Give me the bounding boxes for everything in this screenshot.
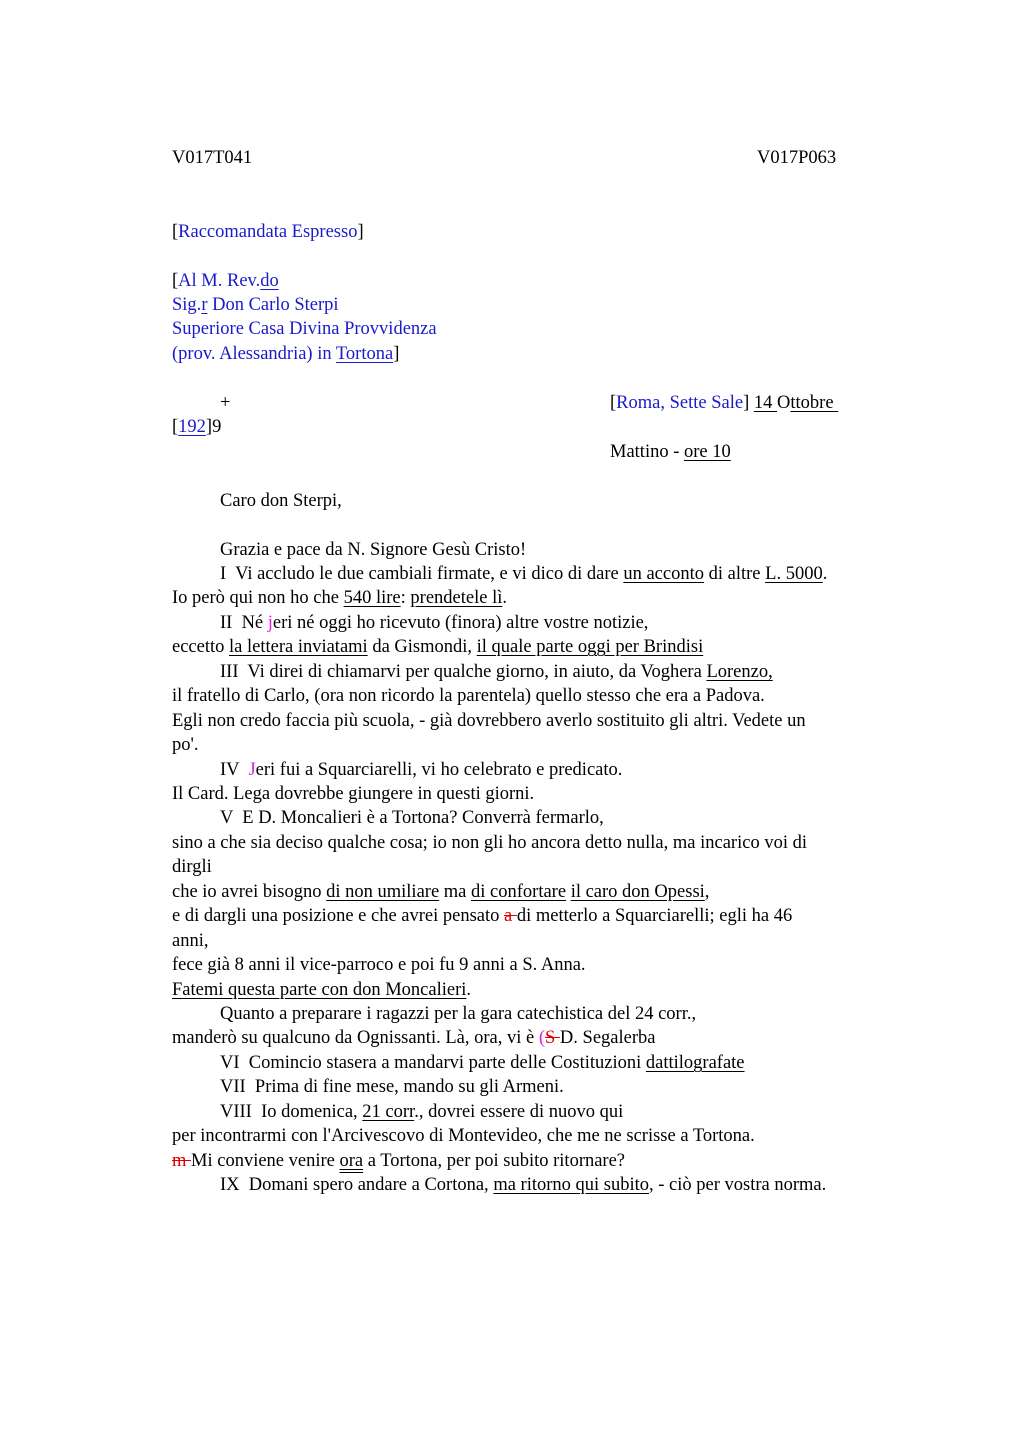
text: . (466, 980, 471, 1000)
text-deletion: S (545, 1028, 560, 1048)
body-line: V E D. Moncalieri è a Tortona? Converrà fermarlo, (220, 808, 604, 828)
body-line: per incontrarmi con l'Arcivescovo di Montevideo, che me ne scrisse a Tortona. (172, 1126, 755, 1146)
text: a Tortona, per poi subito ritornare? (363, 1151, 626, 1171)
address-title-superscript: do (260, 271, 279, 291)
text: di altre (704, 564, 766, 584)
dateline-month-rest: ttobre (790, 393, 839, 413)
address-recipient-name: Don Carlo Sterpi (207, 295, 339, 315)
body-line (220, 611, 648, 635)
text: , - ciò per vostra norma. (649, 1175, 827, 1195)
text: il quale parte oggi per Brindisi (476, 637, 704, 657)
body-line: Egli non credo faccia più scuola, - già dovrebbero averlo sostituito gli altri. Vedete un (172, 711, 806, 731)
address-title: Al M. Rev. (178, 271, 261, 291)
text: eccetto (172, 637, 229, 657)
envelope-type: [Raccomandata Espresso] (172, 222, 364, 242)
address-line-1: [Al M. Rev.do (172, 271, 279, 291)
text: di metterlo a Squarciarelli; egli ha 46 (516, 906, 793, 926)
dateline-year-digit: 9 (212, 417, 222, 437)
body-line (220, 1173, 826, 1197)
text: ma (439, 882, 472, 902)
text: L. 5000 (765, 564, 823, 584)
text: 21 corr (362, 1102, 415, 1122)
text: III Vi direi di chiamarvi per qualche giorno, in aiuto, da Voghera (220, 662, 707, 682)
dateline-day: 14 (753, 393, 778, 413)
text-deletion: a (504, 906, 517, 926)
text-correction: ( (538, 1028, 545, 1048)
body-line (220, 1100, 623, 1124)
text: eri fui a Squarciarelli, vi ho celebrato e predicato. (255, 760, 623, 780)
address-province: (prov. Alessandria) in (172, 344, 336, 364)
body-line (172, 880, 709, 904)
text: dattilografate (645, 1053, 745, 1073)
dateline-time-hour: ore 10 (684, 442, 731, 462)
body-line (172, 635, 703, 659)
text: ., dovrei essere di nuovo qui (414, 1102, 624, 1122)
text: Io però qui non ho che (172, 588, 344, 608)
text: , (704, 882, 710, 902)
body-line (220, 562, 827, 586)
address-line-2 (172, 293, 339, 317)
body-line: fece già 8 anni il vice-parroco e poi fu 9 anni a S. Anna. (172, 955, 586, 975)
body-line (172, 978, 471, 1002)
document-code-left: V017T041 (172, 148, 253, 168)
dateline-place: Roma, Sette Sale (616, 393, 744, 413)
greeting: Caro don Sterpi, (220, 491, 342, 511)
text: Mi conviene venire (191, 1151, 340, 1171)
dateline-month-initial: O (777, 393, 791, 413)
cross-symbol: + (220, 393, 231, 413)
text: IX Domani spero andare a Cortona, (220, 1175, 494, 1195)
text: Fatemi questa parte con don Moncalieri (172, 980, 467, 1000)
text: : (400, 588, 411, 608)
body-line: il fratello di Carlo, (ora non ricordo la parentela) quello stesso che era a Padova. (172, 686, 765, 706)
text: il caro don Opessi (570, 882, 705, 902)
dateline-place-date: [Roma, Sette Sale] 14 Ottobre (610, 393, 839, 413)
text: D. Segalerba (559, 1028, 656, 1048)
text: da Gismondi, (367, 637, 477, 657)
dateline-time (610, 440, 731, 464)
body-line (172, 904, 792, 928)
body-line (220, 758, 622, 782)
address-line-4: (prov. Alessandria) in Tortona] (172, 344, 400, 364)
dateline-time-label: Mattino - (610, 442, 684, 462)
body-line (172, 1149, 625, 1173)
address-sig-superscript: r (201, 295, 208, 315)
body-line: dirgli (172, 857, 212, 877)
envelope-type-text: Raccomandata Espresso (178, 222, 358, 242)
text: I Vi accludo le due cambiali firmate, e vi dico di dare (220, 564, 624, 584)
body-line (172, 1026, 655, 1050)
text: VIII Io domenica, (220, 1102, 363, 1122)
body-line (220, 660, 773, 684)
text-correction: j (267, 613, 273, 633)
body-line (172, 586, 507, 610)
body-line: sino a che sia deciso qualche cosa; io non gli ho ancora detto nulla, ma incarico voi di (172, 833, 807, 853)
dateline-year-bracketed: 192 (178, 417, 206, 437)
text-correction: J (248, 760, 256, 780)
text: IV (220, 760, 249, 780)
text: ora (339, 1151, 364, 1171)
text: prendetele lì (410, 588, 503, 608)
body-line: VII Prima di fine mese, mando su gli Armeni. (220, 1077, 564, 1097)
text: . (502, 588, 507, 608)
text: e di dargli una posizione e che avrei pensato (172, 906, 505, 926)
text: eri né oggi ho ricevuto (finora) altre vostre notizie, (272, 613, 649, 633)
address-city: Tortona (335, 344, 394, 364)
text: 540 lire (343, 588, 401, 608)
text: un acconto (623, 564, 704, 584)
text: II Né (220, 613, 268, 633)
text: di non umiliare (326, 882, 440, 902)
text: che io avrei bisogno (172, 882, 327, 902)
text: la lettera inviatami (229, 637, 368, 657)
document-code-right: V017P063 (757, 148, 837, 168)
body-line: po'. (172, 735, 199, 755)
text: di confortare (471, 882, 567, 902)
body-line: anni, (172, 931, 209, 951)
address-line-3: Superiore Casa Divina Provvidenza (172, 319, 437, 339)
opening-blessing: Grazia e pace da N. Signore Gesù Cristo! (220, 540, 527, 560)
text-deletion: m (172, 1151, 192, 1171)
text: Lorenzo, (706, 662, 773, 682)
dateline-year: [192]9 (172, 417, 222, 437)
address-sig: Sig. (172, 295, 202, 315)
text: manderò su qualcuno da Ognissanti. Là, ora, vi è (172, 1028, 539, 1048)
body-line (220, 1051, 745, 1075)
text: . (822, 564, 828, 584)
body-line: Quanto a preparare i ragazzi per la gara catechistica del 24 corr., (220, 1004, 697, 1024)
body-line: Il Card. Lega dovrebbe giungere in questi giorni. (172, 784, 535, 804)
text: VI Comincio stasera a mandarvi parte delle Costituzioni (220, 1053, 646, 1073)
text: ma ritorno qui subito (493, 1175, 650, 1195)
